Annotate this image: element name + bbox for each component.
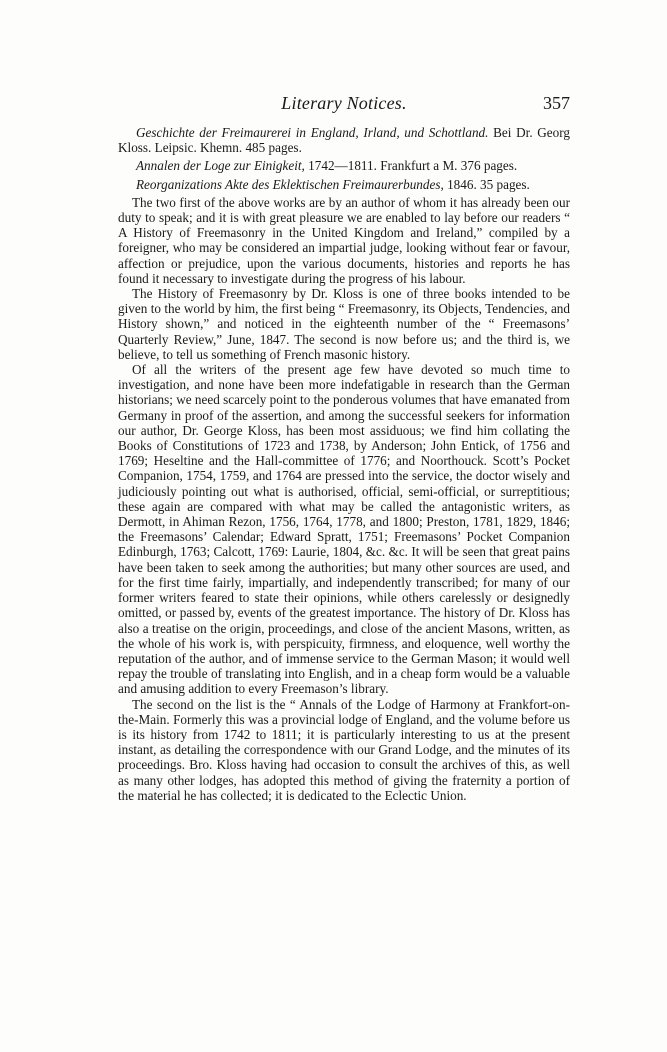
page-number: 357: [543, 93, 570, 113]
book-details: 1742—1811. Frankfurt a M. 376 pages.: [308, 158, 518, 174]
paragraph: The History of Freemasonry by Dr. Kloss is one of three books intended to be given to the world by him, the first being “ Freemasonry, its Objects, Tendencies, and History shown,” and noticed in the eighteenth number of the “ Freemasons’ Quarterly Review,” June, 1847. The second is now before us; and the third is, we believe, to tell us something of French masonic history.: [118, 286, 570, 362]
book-title: Geschichte der Freimaurerei in England, Irland, und Schottland.: [136, 125, 489, 140]
paragraph: The two first of the above works are by an author of whom it has already been our duty to speak; and it is with great pleasure we are enabled to lay before our readers “ A History of Freemasonry in the United Kingdom and Ireland,” compiled by a foreigner, who may be considered an impartial judge, looking without fear or favour, affection or prejudice, upon the various documents, histories and reports he has found it necessary to investigate during the progress of his labour.: [118, 194, 570, 286]
paragraph: The second on the list is the “ Annals of the Lodge of Harmony at Frankfort-on-the-Main. Formerly this was a provincial lodge of England, and the volume before us is its history from 1742 to 1811; it is particularly interesting to us at the present instant, as detailing the correspondence with our Grand Lodge, and the minutes of its proceedings. Bro. Kloss having had occasion to consult the archives of this, as well as many other lodges, has adopted this method of giving the fraternity a portion of the material he has collected; it is dedicated to the Eclectic Union.: [118, 696, 570, 803]
article-body: [118, 125, 570, 803]
book-entry-reorganizations: [118, 177, 570, 192]
book-details: 1846. 35 pages.: [447, 176, 530, 192]
book-entry-kloss-history: [118, 125, 570, 155]
page-header: [118, 93, 570, 115]
book-details: Bei Dr. Georg Kloss. Leipsic. Khemn. 485 pages.: [118, 125, 571, 156]
book-entry-annalen: [118, 158, 570, 173]
paragraph: Of all the writers of the present age few have devoted so much time to investigation, and none have been more indefatigable in research than the German historians; we need scarcely point to the ponderous volumes that have emanated from Germany in proof of the assertion, and among the successful seekers for information our author, Dr. George Kloss, has been most assiduous; we find him collating the Books of Constitutions of 1723 and 1738, by Anderson; John Entick, of 1756 and 1769; Heseltine and the Hall-committee of 1776; and Noorthouck. Scott’s Pocket Companion, 1754, 1759, and 1764 are pressed into the service, the doctor wisely and judiciously pointing out what is authorised, official, semi-official, or surreptitious; these again are compared with what may be called the antagonistic writers, as Dermott, in Ahiman Rezon, 1756, 1764, 1778, and 1800; Preston, 1781, 1829, 1846; the Freemasons’ Calendar; Edward Spratt, 1751; Freemasons’ Pocket Companion Edinburgh, 1763; Calcott, 1769: Laurie, 1804, &c. &c. It will be seen that great pains have been taken to seek among the authorities; but many other sources are used, and for the first time fairly, impartially, and independently transcribed; for many of our former writers feared to state their opinions, while others carelessly or designedly omitted, or passed by, events of the greatest importance. The history of Dr. Kloss has also a treatise on the origin, proceedings, and close of the ancient Masons, written, as the whole of his work is, with perspicuity, firmness, and eloquence, well worthy the reputation of the author, and of immense service to the German Mason; it would well repay the trouble of translating into English, and in a cheap form would be a valuable and amusing addition to every Freemason’s library.: [118, 362, 570, 697]
book-title: Annalen der Loge zur Einigkeit,: [136, 158, 305, 174]
running-title: Literary Notices.: [281, 93, 407, 113]
book-title: Reorganizations Akte des Eklektischen Freimaurerbundes,: [136, 176, 444, 192]
